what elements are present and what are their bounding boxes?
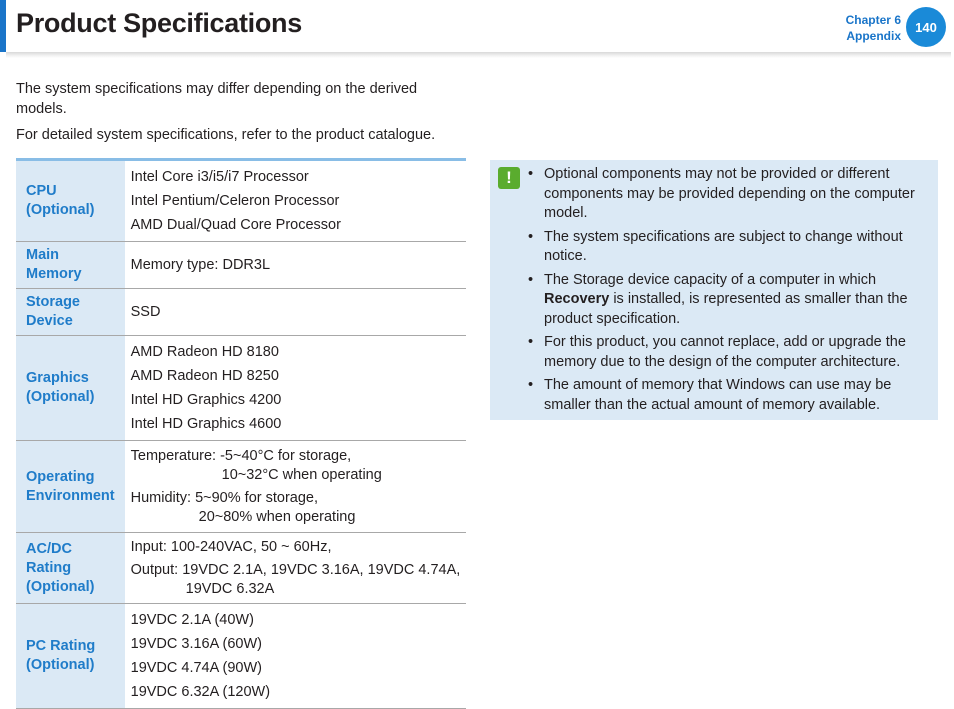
pc-rating-option: 19VDC 2.1A (40W) — [130, 612, 254, 628]
graphics-option: AMD Radeon HD 8250 — [130, 368, 279, 384]
pc-rating-label-line-2: (Optional) — [26, 657, 95, 673]
spec-label-acdc — [16, 533, 125, 604]
notes-list — [528, 165, 933, 419]
spec-row-memory — [16, 242, 466, 289]
graphics-option: Intel HD Graphics 4600 — [130, 416, 282, 432]
memory-type: Memory type: DDR3L — [130, 257, 271, 273]
graphics-label-line-2: (Optional) — [26, 389, 95, 405]
header-divider — [6, 52, 951, 58]
spec-value-pc-rating — [125, 604, 467, 709]
acdc-input: Input: 100-240VAC, 50 ~ 60Hz, — [130, 538, 332, 555]
recovery-emphasis: Recovery — [544, 291, 610, 307]
note-text: The amount of memory that Windows can use may be smaller than the actual amount of memory available. — [544, 377, 892, 413]
spec-value-memory — [125, 242, 467, 289]
spec-value-environment — [125, 441, 467, 533]
cpu-option: Intel Pentium/Celeron Processor — [130, 193, 340, 209]
note-item — [528, 376, 933, 415]
graphics-option: AMD Radeon HD 8180 — [130, 344, 279, 360]
environment-label-line-1: Operating — [26, 468, 95, 485]
title-accent-bar — [0, 0, 6, 52]
section-label: Appendix — [846, 29, 901, 43]
chapter-label: Chapter 6 — [845, 13, 901, 27]
intro-paragraph-2: For detailed system specifications, refer to the product catalogue. — [16, 127, 436, 143]
note-item — [528, 165, 933, 224]
spec-label-environment — [16, 441, 125, 533]
spec-row-cpu — [16, 160, 466, 242]
acdc-label-line-2: (Optional) — [26, 578, 95, 595]
bullet: • — [528, 334, 534, 350]
spec-label-pc-rating — [16, 604, 125, 709]
spec-row-environment — [16, 441, 466, 533]
bullet: • — [528, 271, 534, 288]
pc-rating-option: 19VDC 6.32A (120W) — [130, 684, 271, 700]
spec-value-acdc — [125, 533, 467, 604]
note-text: The Storage device capacity of a computer in which — [544, 271, 877, 288]
spec-value-cpu — [125, 160, 467, 242]
note-item — [528, 333, 933, 372]
spec-row-storage — [16, 289, 466, 336]
chapter-info — [846, 12, 901, 44]
note-item — [528, 271, 933, 330]
acdc-label-line-1: AC/DC Rating — [26, 540, 72, 576]
bullet: • — [528, 228, 534, 245]
intro-paragraph-1: The system specifications may differ depending on the derived models. — [16, 81, 418, 117]
acdc-output: Output: 19VDC 2.1A, 19VDC 3.16A, 19VDC 4.74A, — [130, 561, 461, 578]
graphics-option: Intel HD Graphics 4200 — [130, 392, 282, 408]
bullet: • — [528, 166, 534, 182]
pc-rating-label-line-1: PC Rating — [26, 638, 96, 654]
spec-label-memory: Main Memory — [16, 242, 125, 289]
spec-label-storage: Storage Device — [16, 289, 125, 336]
spec-value-storage — [125, 289, 467, 336]
intro-text — [16, 79, 466, 151]
temperature-operating: 10~32°C when operating — [221, 466, 382, 483]
pc-rating-option: 19VDC 4.74A (90W) — [130, 660, 262, 676]
acdc-output-continued: 19VDC 6.32A — [185, 580, 275, 597]
note-item — [528, 228, 933, 267]
spec-table — [16, 158, 466, 709]
humidity-storage: Humidity: 5~90% for storage, — [130, 489, 319, 506]
spec-row-acdc — [16, 533, 466, 604]
page-number-badge: 140 — [906, 7, 946, 47]
cpu-option: AMD Dual/Quad Core Processor — [130, 217, 341, 233]
note-text: For this product, you cannot replace, add or upgrade the memory due to the design of the computer architecture. — [544, 334, 906, 370]
page-title: Product Specifications — [16, 8, 302, 38]
notes-box — [490, 160, 938, 420]
spec-label-cpu: CPU (Optional) — [16, 160, 125, 242]
storage-type: SSD — [130, 304, 161, 320]
note-text: The system specifications are subject to change without notice. — [544, 228, 903, 264]
spec-row-graphics — [16, 336, 466, 441]
environment-label-line-2: Environment — [26, 487, 115, 504]
temperature-storage: Temperature: -5~40°C for storage, — [130, 447, 352, 464]
graphics-label-line-1: Graphics — [26, 370, 89, 386]
cpu-option: Intel Core i3/i5/i7 Processor — [130, 169, 309, 185]
note-text: is installed, is represented as smaller than the product specification. — [544, 291, 908, 327]
spec-value-graphics — [125, 336, 467, 441]
note-text: Optional components may not be provided or different components may be provided depending on the computer model. — [544, 166, 915, 221]
pc-rating-option: 19VDC 3.16A (60W) — [130, 636, 262, 652]
spec-label-graphics — [16, 336, 125, 441]
humidity-operating: 20~80% when operating — [198, 508, 356, 525]
spec-row-pc-rating — [16, 604, 466, 709]
bullet: • — [528, 377, 534, 393]
exclamation-icon: ! — [498, 167, 520, 189]
